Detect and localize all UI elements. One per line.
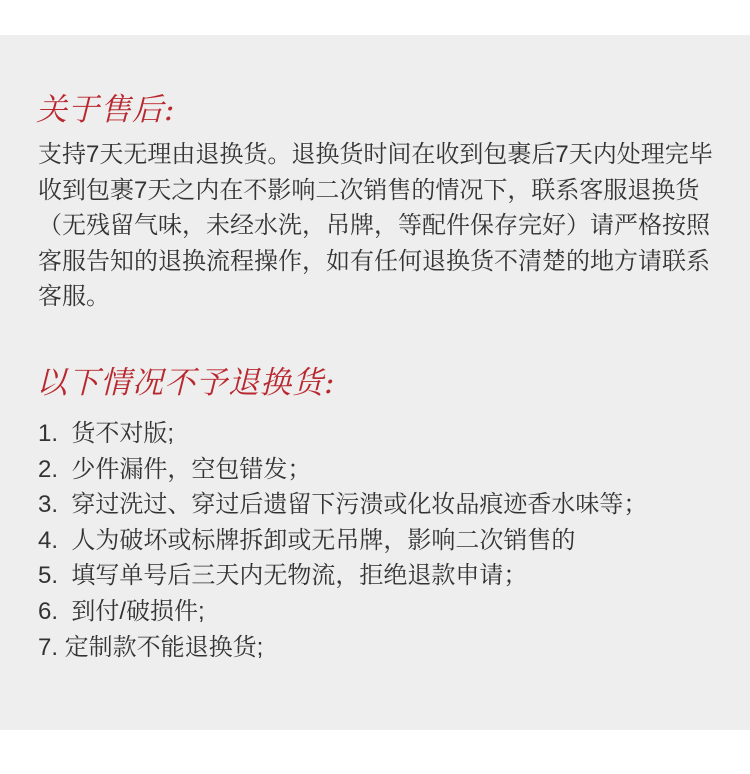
after-sales-paragraph xyxy=(38,137,738,315)
list-item: 4. 人为破坏或标牌拆卸或无吊牌，影响二次销售的 xyxy=(38,526,576,554)
list-item: 3. 穿过洗过、穿过后遗留下污溃或化妆品痕迹香水味等； xyxy=(38,491,648,519)
paragraph-line: 客服告知的退换流程操作，如有任何退换货不清楚的地方请联系 xyxy=(38,247,710,275)
list-item: 6. 到付/破损件; xyxy=(38,597,205,625)
paragraph-line: 收到包裹7天之内在不影响二次销售的情况下，联系客服退换货 xyxy=(38,176,700,204)
paragraph-line: （无残留气味，未经水洗，吊牌，等配件保存完好）请严格按照 xyxy=(38,212,710,240)
content-panel xyxy=(0,35,750,730)
after-sales-heading: 关于售后: xyxy=(36,92,176,128)
paragraph-line: 支持7天无理由退换货。退换货时间在收到包裹后7天内处理完毕 xyxy=(38,141,713,168)
list-item: 5. 填写单号后三天内无物流，拒绝退款申请； xyxy=(38,562,528,590)
list-item: 7. 定制款不能退换货; xyxy=(38,633,264,661)
list-item: 1. 货不对版; xyxy=(38,420,175,447)
exclusions-heading: 以下情况不予退换货: xyxy=(36,365,336,401)
exclusions-list xyxy=(38,416,738,665)
paragraph-line: 客服。 xyxy=(38,283,110,311)
list-item: 2. 少件漏件，空包错发； xyxy=(38,455,312,483)
